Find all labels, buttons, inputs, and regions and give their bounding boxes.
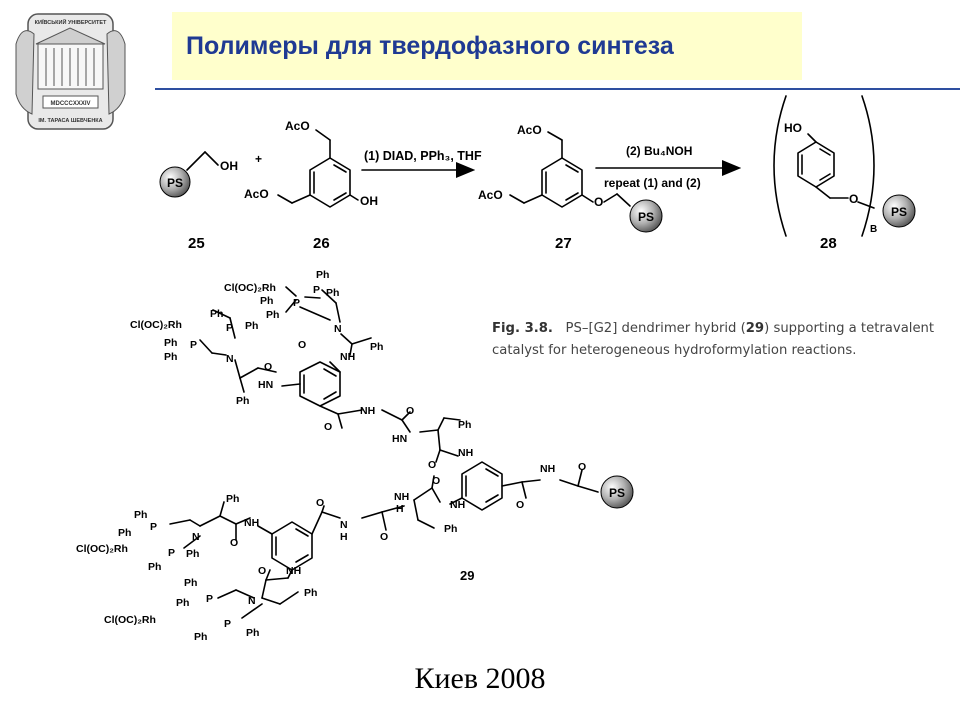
svg-text:H: H — [396, 503, 404, 515]
caption-compound-number: 29 — [745, 321, 765, 336]
svg-text:Ph: Ph — [246, 627, 260, 639]
c26-aco-top: AcO — [285, 119, 310, 133]
svg-text:Ph: Ph — [148, 561, 162, 573]
svg-text:PS: PS — [166, 176, 184, 190]
arrow2-repeat: repeat (1) and (2) — [604, 176, 701, 190]
svg-text:Ph: Ph — [266, 309, 280, 321]
svg-text:PS: PS — [637, 210, 655, 224]
c26-oh: OH — [360, 194, 378, 208]
svg-text:Ph: Ph — [118, 527, 132, 539]
seal-lettering-year: MDCCCXXXIV — [50, 101, 91, 107]
svg-text:Ph: Ph — [245, 320, 259, 332]
ps-bead-29 — [601, 476, 633, 508]
svg-text:P: P — [293, 297, 301, 309]
svg-text:O: O — [298, 339, 307, 351]
svg-text:NH: NH — [458, 447, 474, 459]
compound-26 — [278, 130, 358, 207]
svg-text:N: N — [192, 531, 200, 543]
svg-text:NH: NH — [394, 491, 410, 503]
c28-ho: HO — [784, 121, 802, 135]
svg-text:NH: NH — [360, 405, 376, 417]
svg-text:Ph: Ph — [164, 337, 178, 349]
c26-plus: + — [255, 152, 263, 166]
seal-lettering-bottom: ІМ. ТАРАСА ШЕВЧЕНКА — [38, 118, 103, 124]
svg-text:O: O — [406, 405, 415, 417]
ps-bead-28 — [883, 195, 915, 227]
svg-text:NH: NH — [540, 463, 556, 475]
figure-caption — [492, 318, 942, 362]
caption-text-a: PS–[G2] dendrimer hybrid ( — [565, 321, 746, 336]
c25-oh: OH — [220, 159, 238, 173]
svg-text:O: O — [516, 499, 525, 511]
compound-28 — [774, 96, 874, 236]
svg-text:P: P — [168, 547, 176, 559]
svg-text:P: P — [206, 593, 214, 605]
svg-text:O: O — [432, 475, 441, 487]
svg-text:O: O — [324, 421, 333, 433]
svg-text:Ph: Ph — [304, 587, 318, 599]
svg-text:P: P — [226, 322, 234, 334]
svg-text:Ph: Ph — [370, 341, 384, 353]
c27-aco-top: AcO — [517, 123, 542, 137]
svg-text:Ph: Ph — [458, 419, 472, 431]
svg-text:Ph: Ph — [444, 523, 458, 535]
c27-label: 27 — [555, 235, 572, 252]
c28-subscript: B — [870, 224, 878, 235]
svg-text:Ph: Ph — [194, 631, 208, 643]
svg-text:H: H — [340, 531, 348, 543]
svg-text:Ph: Ph — [184, 577, 198, 589]
svg-text:PS: PS — [890, 205, 908, 219]
c26-aco-left: AcO — [244, 187, 269, 201]
svg-text:NH: NH — [286, 565, 302, 577]
dendrimer-label: 29 — [460, 568, 475, 583]
svg-text:Ph: Ph — [176, 597, 190, 609]
c26-label: 26 — [313, 235, 330, 252]
caption-fig-label: Fig. 3.8. — [492, 321, 553, 336]
svg-text:Ph: Ph — [164, 351, 178, 363]
svg-text:Ph: Ph — [316, 269, 330, 281]
svg-text:Ph: Ph — [226, 493, 240, 505]
svg-text:O: O — [380, 531, 389, 543]
svg-text:HN: HN — [258, 379, 274, 391]
compound-27 — [510, 132, 630, 207]
svg-text:O: O — [230, 537, 239, 549]
svg-text:O: O — [258, 565, 267, 577]
svg-text:NH: NH — [244, 517, 260, 529]
svg-text:P: P — [313, 284, 321, 296]
svg-text:Ph: Ph — [260, 295, 274, 307]
page-title: Полимеры для твердофазного синтеза — [186, 32, 674, 60]
svg-text:N: N — [340, 519, 348, 531]
svg-text:N: N — [334, 323, 342, 335]
ps-bead-27 — [630, 200, 662, 232]
svg-text:Cl(OC)₂Rh: Cl(OC)₂Rh — [224, 282, 276, 294]
ps-bead-25 — [160, 167, 190, 197]
svg-text:O: O — [264, 361, 273, 373]
svg-text:Ph: Ph — [210, 308, 224, 320]
svg-text:Ph: Ph — [326, 287, 340, 299]
compound-25 — [187, 152, 218, 170]
svg-text:P: P — [190, 339, 198, 351]
svg-text:Ph: Ph — [236, 395, 250, 407]
footer-city-year: Киев 2008 — [414, 662, 546, 695]
svg-text:NH: NH — [340, 351, 356, 363]
seal-lettering-top: КИЇВСЬКИЙ УНІВЕРСИТЕТ — [34, 20, 107, 26]
caption-text-b: ) supporting a tetravalent catalyst for heterogeneous hydroformylation reactions. — [492, 321, 935, 358]
arrow1-conditions: (1) DIAD, PPh₃, THF — [364, 149, 482, 163]
svg-text:N: N — [248, 595, 256, 607]
svg-text:N: N — [226, 353, 234, 365]
svg-text:Ph: Ph — [186, 548, 200, 560]
svg-text:Cl(OC)₂Rh: Cl(OC)₂Rh — [76, 543, 128, 555]
svg-text:O: O — [428, 459, 437, 471]
c27-o: O — [594, 195, 604, 209]
svg-text:PS: PS — [608, 486, 626, 500]
svg-text:P: P — [150, 521, 158, 533]
c25-label: 25 — [188, 235, 205, 252]
c28-label: 28 — [820, 235, 837, 252]
svg-text:NH: NH — [450, 499, 466, 511]
c27-aco-left: AcO — [478, 188, 503, 202]
svg-text:O: O — [316, 497, 325, 509]
svg-text:Cl(OC)₂Rh: Cl(OC)₂Rh — [130, 319, 182, 331]
arrow2-conditions: (2) Bu₄NOH — [626, 144, 693, 158]
svg-text:Ph: Ph — [134, 509, 148, 521]
svg-text:P: P — [224, 618, 232, 630]
svg-text:O: O — [578, 461, 587, 473]
svg-text:Cl(OC)₂Rh: Cl(OC)₂Rh — [104, 614, 156, 626]
c28-o: O — [849, 192, 859, 206]
svg-text:HN: HN — [392, 433, 408, 445]
